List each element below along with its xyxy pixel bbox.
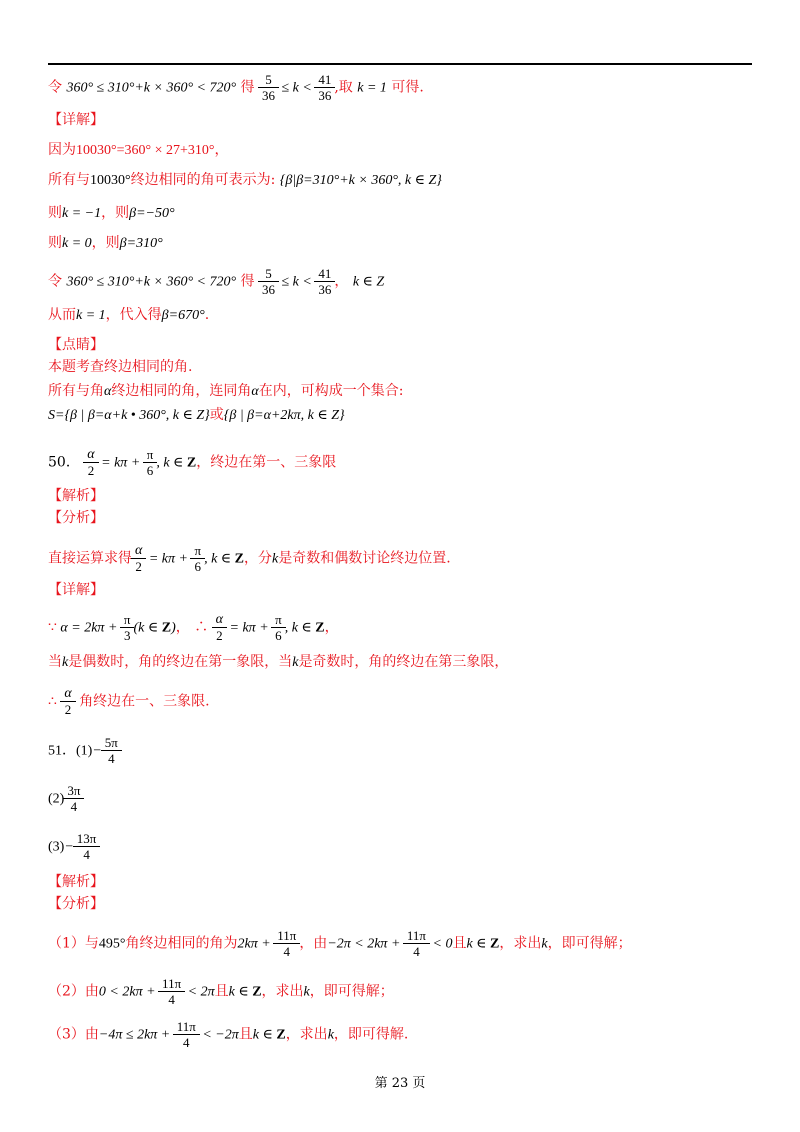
fraction: $\frac{5}{36}$ — [260, 266, 277, 297]
heading-fenxi: 【分析】 — [48, 510, 104, 526]
line-ling-1 — [48, 72, 424, 103]
line-zhijie: 直接运算求得 $\frac{\alpha}{2}$ = kπ + $\frac{\pi}{6}$ , k ∈ Z，分k是奇数和偶数讨论终边位置. — [48, 543, 451, 574]
question-51-2: (2) $\frac{3\pi}{4}$ — [48, 783, 83, 814]
text: 得 — [240, 79, 255, 96]
line-suoyou: 所有与角α终边相同的角，连同角α在内，可构成一个集合: — [48, 383, 404, 399]
line-ling-2: 令 360° ≤ 310°+k × 360° < 720° 得 $\frac{5}{36}$ ≤ k < $\frac{41}{36}$ ， k ∈ Z — [48, 266, 385, 297]
fraction: $\frac{11\pi}{4}$ — [160, 976, 183, 1007]
para-2: （2）由0 < 2kπ + $\frac{11\pi}{4}$ < 2π且k ∈ Z，求出k，即可得解； — [48, 976, 394, 1007]
line-k-0: 则k = 0，则β=310° — [48, 235, 163, 251]
fraction: $\frac{3\pi}{4}$ — [65, 783, 82, 814]
heading-jiexi: 【解析】 — [48, 488, 104, 504]
top-rule — [48, 63, 752, 65]
fraction: $\frac{\alpha}{2}$ — [62, 686, 73, 717]
fraction: $\frac{13\pi}{4}$ — [75, 831, 99, 862]
fraction: $\frac{41}{36}$ — [316, 266, 333, 297]
fraction: $\frac{11\pi}{4}$ — [275, 928, 298, 959]
heading-xiangjie: 【详解】 — [48, 112, 104, 128]
page-number: 第 23 页 — [374, 1076, 426, 1091]
text: 可得. — [391, 79, 424, 96]
line-set-s: S={β | β=α+k • 360°, k ∈ Z}或{β | β=α+2kπ, k ∈ Z} — [48, 407, 345, 423]
line-because: 因为10030°=360° × 27+310°， — [48, 143, 229, 158]
fraction: $\frac{5\pi}{4}$ — [103, 735, 120, 766]
fraction: $\frac{\pi}{6}$ — [145, 447, 156, 478]
math-set: {β|β=310°+k × 360°, k ∈ Z} — [279, 173, 442, 188]
math: ≤ k < — [278, 80, 316, 96]
fraction: $\frac{11\pi}{4}$ — [175, 1019, 198, 1050]
question-51-1: 51．(1)− $\frac{5\pi}{4}$ — [48, 735, 121, 766]
para-1: （1）与495°角终边相同的角为2kπ + $\frac{11\pi}{4}$ ，由−2π < 2kπ + $\frac{11\pi}{4}$ < 0且k ∈ Z，求出k，即可得解； — [48, 928, 632, 959]
fraction: $\frac{\alpha}{2}$ — [85, 447, 96, 478]
heading-fenxi-2: 【分析】 — [48, 896, 104, 912]
math-inequality: 360° ≤ 310°+k × 360° < 720° — [66, 80, 237, 96]
fraction: $\frac{41}{36}$ — [316, 72, 333, 103]
fraction: $\frac{\pi}{3}$ — [122, 612, 133, 643]
line-congerr: 从而k = 1，代入得β=670°. — [48, 307, 210, 323]
heading-dianjing: 【点睛】 — [48, 337, 104, 353]
text: ,取 — [334, 79, 353, 96]
fraction: $\frac{\pi}{6}$ — [273, 612, 284, 643]
line-dang: 当k是偶数时，角的终边在第一象限，当k是奇数时，角的终边在第三象限， — [48, 654, 509, 670]
line-therefore: ∴ $\frac{\alpha}{2}$ 角终边在一、三象限. — [48, 686, 210, 717]
question-50: 50． $\frac{\alpha}{2}$ = kπ + $\frac{\pi}{6}$ , k ∈ Z，终边在第一、三象限 — [48, 447, 337, 478]
heading-xiangjie-2: 【详解】 — [48, 582, 104, 598]
text: 令 — [48, 79, 62, 96]
heading-jiexi-2: 【解析】 — [48, 874, 104, 890]
fraction: $\frac{11\pi}{4}$ — [405, 928, 428, 959]
fraction: $\frac{\alpha}{2}$ — [214, 612, 225, 643]
fraction: $\frac{5}{36}$ — [260, 72, 277, 103]
question-51-3: (3)− $\frac{13\pi}{4}$ — [48, 831, 99, 862]
fraction: $\frac{\pi}{6}$ — [192, 543, 203, 574]
line-set: 所有与10030°终边相同的角可表示为: {β|β=310°+k × 360°, k ∈ Z} — [48, 172, 442, 188]
line-k-minus1: 则k = −1，则β=−50° — [48, 205, 175, 221]
para-3: （3）由−4π ≤ 2kπ + $\frac{11\pi}{4}$ < −2π且k ∈ Z，求出k，即可得解. — [48, 1019, 409, 1050]
math: k = 1 — [357, 80, 387, 96]
fraction: $\frac{\alpha}{2}$ — [133, 543, 144, 574]
line-because-alpha: ∵ α = 2kπ + $\frac{\pi}{3}$ (k ∈ Z)， ∴ $\frac{\alpha}{2}$ = kπ + $\frac{\pi}{6}$ , k ∈ Z， — [48, 612, 339, 643]
line-benti: 本题考查终边相同的角. — [48, 359, 193, 375]
